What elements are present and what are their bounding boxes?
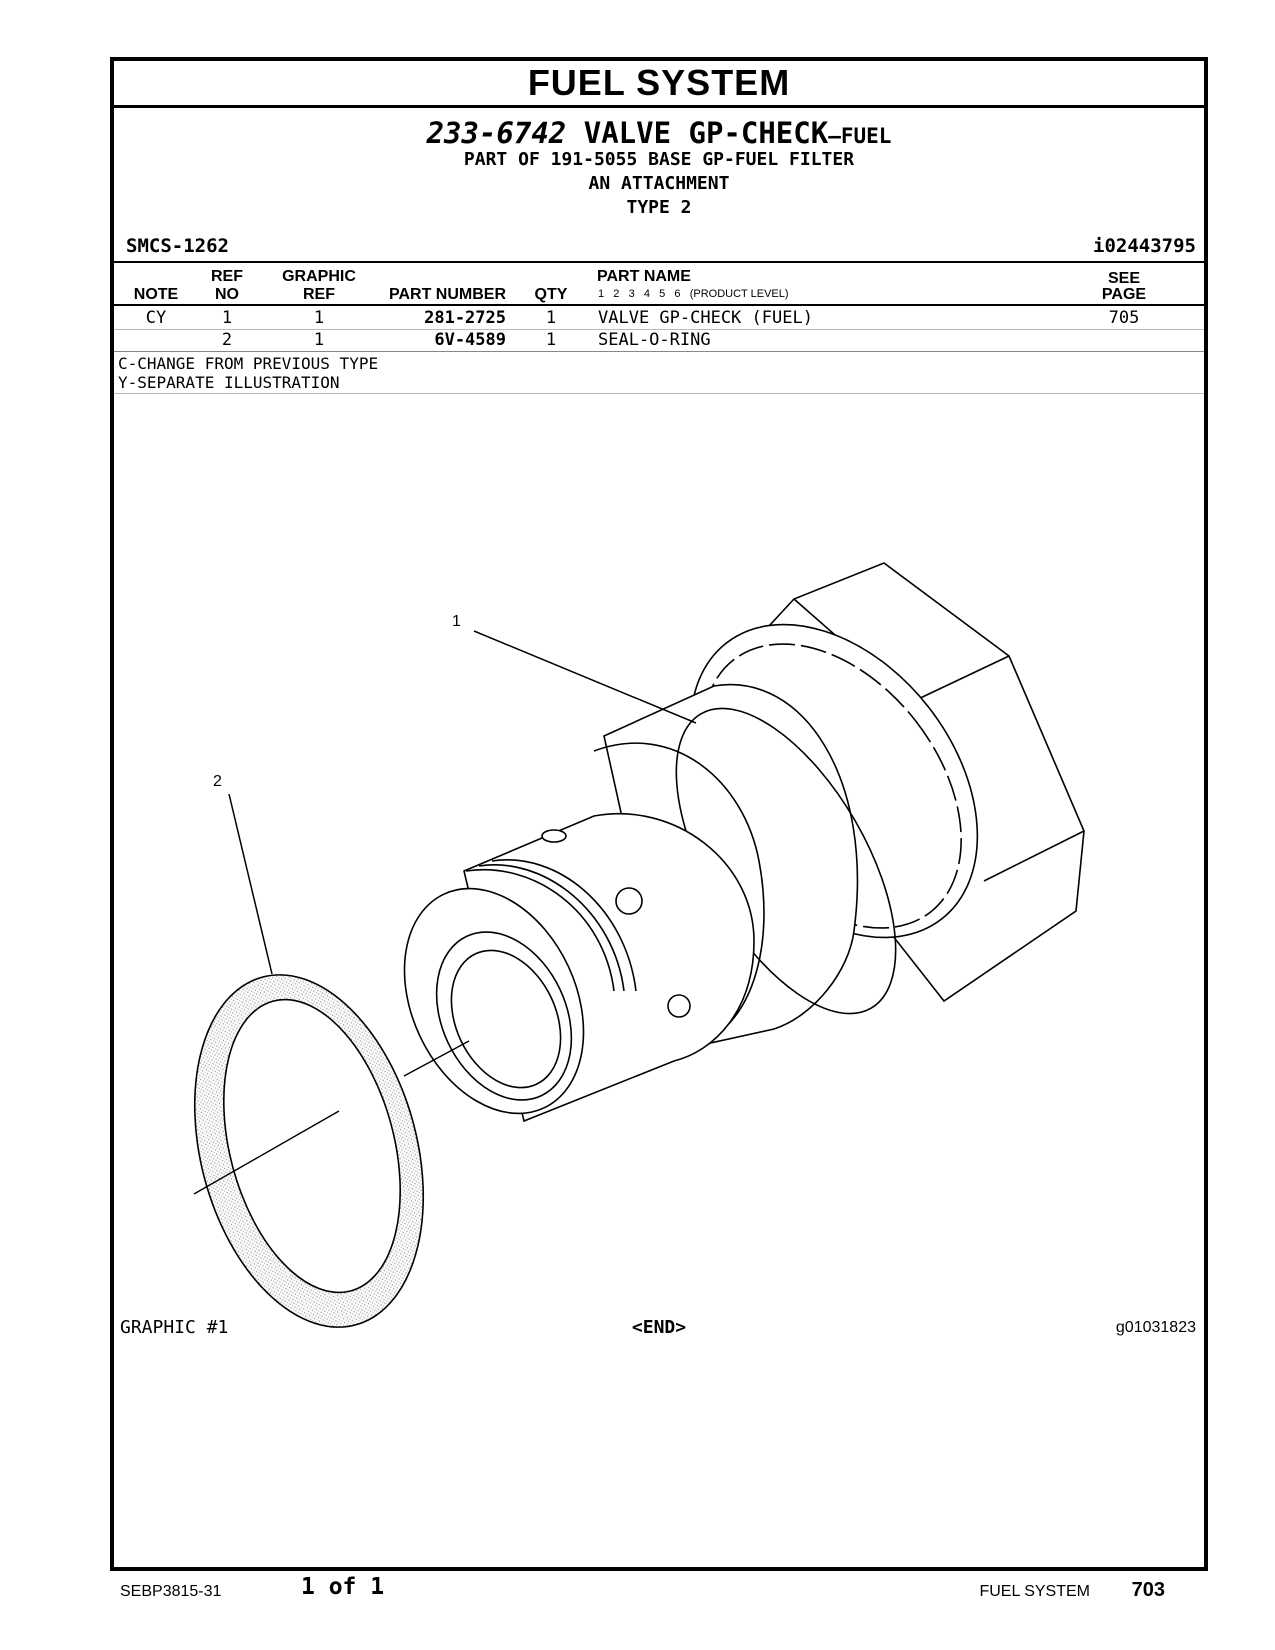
row1-part-number: 281-2725	[424, 308, 506, 328]
group-part-suffix: —FUEL	[828, 124, 892, 148]
callout-2: 2	[213, 773, 222, 790]
footer-section: FUEL SYSTEM	[979, 1583, 1090, 1600]
col-note: NOTE	[133, 286, 179, 303]
leader-line-2	[229, 794, 272, 974]
col-graphic-line2: REF	[303, 286, 335, 303]
group-part-name: VALVE GP-CHECK	[583, 116, 829, 150]
page-frame	[110, 57, 1208, 1571]
row2-part-name: SEAL-O-RING	[598, 330, 711, 350]
subtitle-attachment: AN ATTACHMENT	[588, 173, 730, 194]
graphic-label: GRAPHIC #1	[120, 1317, 229, 1338]
graphic-id: g01031823	[1115, 1319, 1196, 1336]
subtitle-type: TYPE 2	[626, 197, 692, 218]
row1-qty: 1	[545, 308, 557, 328]
row1-note: CY	[145, 308, 167, 328]
legend-separate-illustration: Y-SEPARATE ILLUSTRATION	[118, 373, 340, 392]
row2-part-number: 6V-4589	[434, 330, 506, 350]
legend-change: C-CHANGE FROM PREVIOUS TYPE	[118, 354, 379, 373]
row1-part-name: VALVE GP-CHECK (FUEL)	[598, 308, 813, 328]
end-marker: <END>	[631, 1317, 687, 1338]
col-product-level: 1 2 3 4 5 6 (PRODUCT LEVEL)	[598, 288, 789, 300]
group-part-number: 233-6742	[426, 116, 567, 150]
row2-qty: 1	[545, 330, 557, 350]
col-part-name: PART NAME	[597, 268, 691, 285]
document-id: i02443795	[1093, 235, 1196, 257]
col-qty: QTY	[534, 286, 568, 303]
footer-page-number: 703	[1131, 1579, 1165, 1601]
row1-graphic: 1	[313, 308, 325, 328]
col-see-line1: SEE	[1107, 270, 1140, 287]
subtitle-parent: PART OF 191-5055 BASE GP-FUEL FILTER	[463, 149, 855, 170]
smcs-code: SMCS-1262	[126, 235, 229, 257]
row2-ref: 2	[221, 330, 233, 350]
callout-1: 1	[452, 613, 461, 630]
leader-line-1	[474, 631, 696, 723]
col-see-line2: PAGE	[1101, 286, 1147, 303]
col-graphic-line1: GRAPHIC	[282, 268, 356, 285]
row2-graphic: 1	[313, 330, 325, 350]
exploded-view-illustration	[114, 61, 1204, 1361]
row1-ref: 1	[221, 308, 233, 328]
row1-see-page: 705	[1108, 308, 1140, 328]
footer-page-count: 1 of 1	[301, 1574, 385, 1600]
col-ref-line2: NO	[215, 286, 239, 303]
valve-pilot-drawing	[370, 814, 754, 1143]
col-part-number: PART NUMBER	[388, 286, 506, 303]
footer-doc-number: SEBP3815-31	[120, 1583, 222, 1600]
system-title: FUEL SYSTEM	[114, 61, 1204, 108]
col-ref-line1: REF	[211, 268, 243, 285]
